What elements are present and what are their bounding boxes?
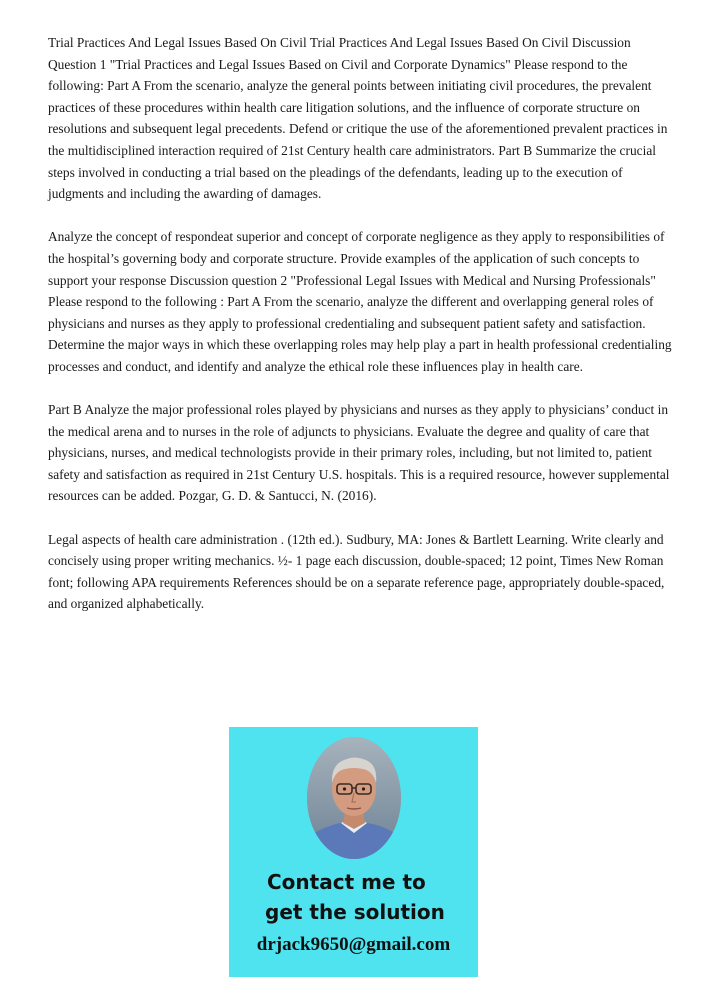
author-portrait [307,737,401,859]
cta-line-1: Contact me to [267,870,426,894]
paragraph-discussion-1-continued: Analyze the concept of respondeat superior and concept of corporate negligence as they apply to responsibilities of the hospital’s governing body and corporate structure. Provide examples of the application of such concepts to support your response Discussion question 2 "Professional Legal Issues with Medical and Nursing Professionals" Please respond to the following : Part A From the scenario, analyze the different and overlapping general roles of physicians and nurses as they apply to professional credentialing and subsequent patient safety and satisfaction. Determine the major ways in which these overlapping roles may help play a part in health professional credentialing processes and conduct, and identify and analyze the ethical role these influences play in health care. [48,229,672,374]
paragraph-discussion-2-part-b: Part B Analyze the major professional roles played by physicians and nurses as they apply to physicians’ conduct in the medical arena and to nurses in the role of adjuncts to physicians. Evaluate the degree and quality of care that physicians, nurses, and medical technologists provide in their primary roles, including, but not limited to, patient safety and satisfaction as required in 21st Century U.S. hospitals. This is a required resource, however supplemental resources can be added. Pozgar, G. D. & Santucci, N. (2016). [48,402,670,504]
contact-promo-banner [229,727,478,977]
document-body [48,32,678,637]
contact-email: drjack9650@gmail.com [256,934,451,955]
contact-call-to-action [229,867,478,927]
paragraph-requirements: Legal aspects of health care administration . (12th ed.). Sudbury, MA: Jones & Bartlett Learning. Write clearly and concisely using proper writing mechanics. ½- 1 page each discussion, double-spaced; 12 point, Times New Roman font; following APA requirements References should be on a separate reference page, appropriately double-spaced, and organized alphabetically. [48,531,665,612]
paragraph-discussion-1: Trial Practices And Legal Issues Based On Civil Trial Practices And Legal Issues Based On Civil Discussion Question 1 "Trial Practices and Legal Issues Based on Civil and Corporate Dynamics" Please respond to the following: Part A From the scenario, analyze the general points between initiating civil procedures, the prevalent practices of these procedures within health care litigation solutions, and the influence of corporate structure on resolutions and subsequent legal precedents. Defend or critique the use of the aforementioned prevalent practices in the multidisciplined interaction required of 21st Century health care administrators. Part B Summarize the crucial steps involved in conducting a trial based on the pleadings of the defendants, leading up to the execution of judgments and including the awarding of damages. [48,35,668,202]
cta-line-2: get the solution [265,900,445,924]
portrait-image [307,737,401,859]
